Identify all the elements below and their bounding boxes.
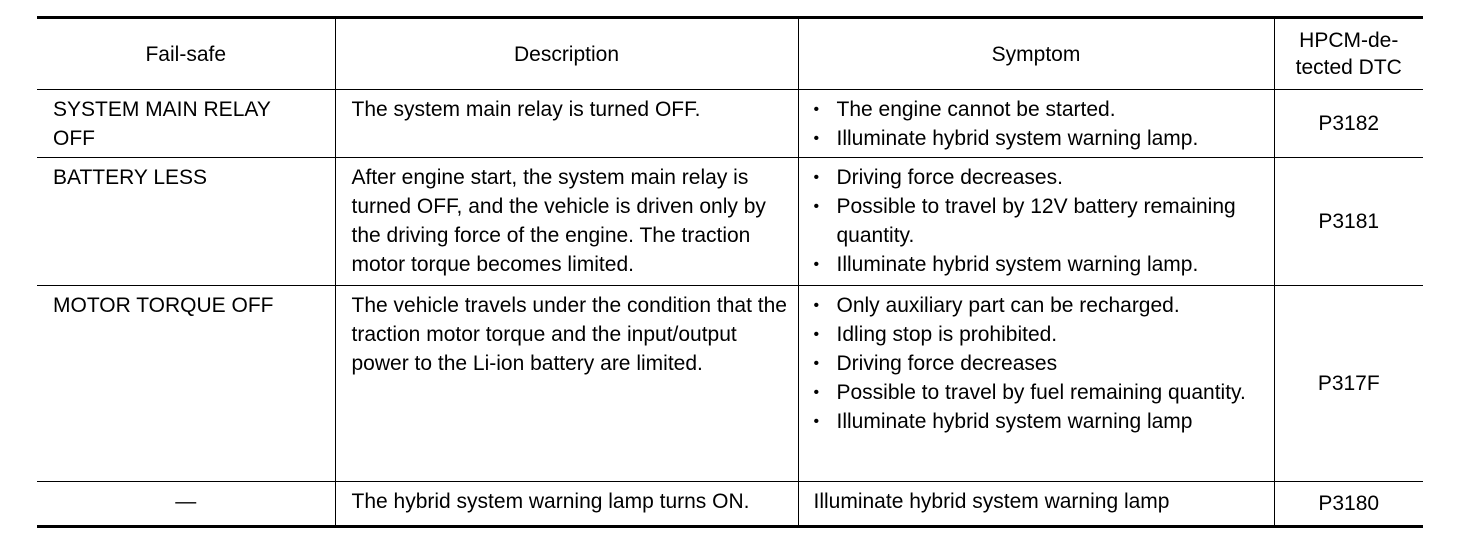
symptom-item: • Idling stop is prohibited. (814, 320, 1266, 349)
header-dtc-line1: HPCM-de- (1299, 28, 1399, 52)
symptom-cell (798, 90, 1274, 158)
failsafe-table (37, 16, 1423, 528)
description-cell: After engine start, the system main relay is turned OFF, and the vehicle is driven only by the driving force of the engine. The traction motor torque becomes limited. (335, 158, 798, 286)
symptom-item: • Possible to travel by fuel remaining quantity. (814, 378, 1266, 407)
header-dtc-text (1289, 27, 1409, 81)
symptom-cell (798, 286, 1274, 482)
description-cell: The hybrid system warning lamp turns ON. (335, 482, 798, 527)
failsafe-cell (37, 90, 335, 158)
symptom-item: • Possible to travel by 12V battery remaining quantity. (814, 192, 1266, 250)
header-dtc (1274, 18, 1423, 90)
symptom-list (814, 291, 1266, 436)
symptom-list (814, 163, 1266, 279)
description-cell: The vehicle travels under the condition that the traction motor torque and the input/output power to the Li-ion battery are limited. (335, 286, 798, 482)
failsafe-line2: OFF (53, 127, 95, 150)
symptom-item: • The engine cannot be started. (814, 95, 1266, 124)
header-symptom: Symptom (798, 18, 1274, 90)
table-row (37, 286, 1423, 482)
failsafe-cell: — (37, 482, 335, 527)
table-row (37, 90, 1423, 158)
symptom-item: • Illuminate hybrid system warning lamp. (814, 124, 1266, 153)
symptom-list (814, 95, 1266, 153)
header-description: Description (335, 18, 798, 90)
header-dtc-line2: tected DTC (1295, 55, 1402, 79)
description-cell: The system main relay is turned OFF. (335, 90, 798, 158)
symptom-item: • Illuminate hybrid system warning lamp. (814, 250, 1266, 279)
dtc-cell: P317F (1274, 286, 1423, 482)
table-row (37, 482, 1423, 527)
symptom-item: • Driving force decreases. (814, 163, 1266, 192)
header-failsafe: Fail-safe (37, 18, 335, 90)
header-row (37, 18, 1423, 90)
symptom-cell (798, 158, 1274, 286)
symptom-item: • Driving force decreases (814, 349, 1266, 378)
dtc-cell: P3182 (1274, 90, 1423, 158)
failsafe-line1: SYSTEM MAIN RELAY (53, 98, 271, 121)
symptom-item: • Illuminate hybrid system warning lamp (814, 407, 1266, 436)
symptom-cell: Illuminate hybrid system warning lamp (798, 482, 1274, 527)
failsafe-cell: MOTOR TORQUE OFF (37, 286, 335, 482)
dtc-cell: P3181 (1274, 158, 1423, 286)
dtc-cell: P3180 (1274, 482, 1423, 527)
failsafe-cell: BATTERY LESS (37, 158, 335, 286)
table-row (37, 158, 1423, 286)
symptom-item: • Only auxiliary part can be recharged. (814, 291, 1266, 320)
